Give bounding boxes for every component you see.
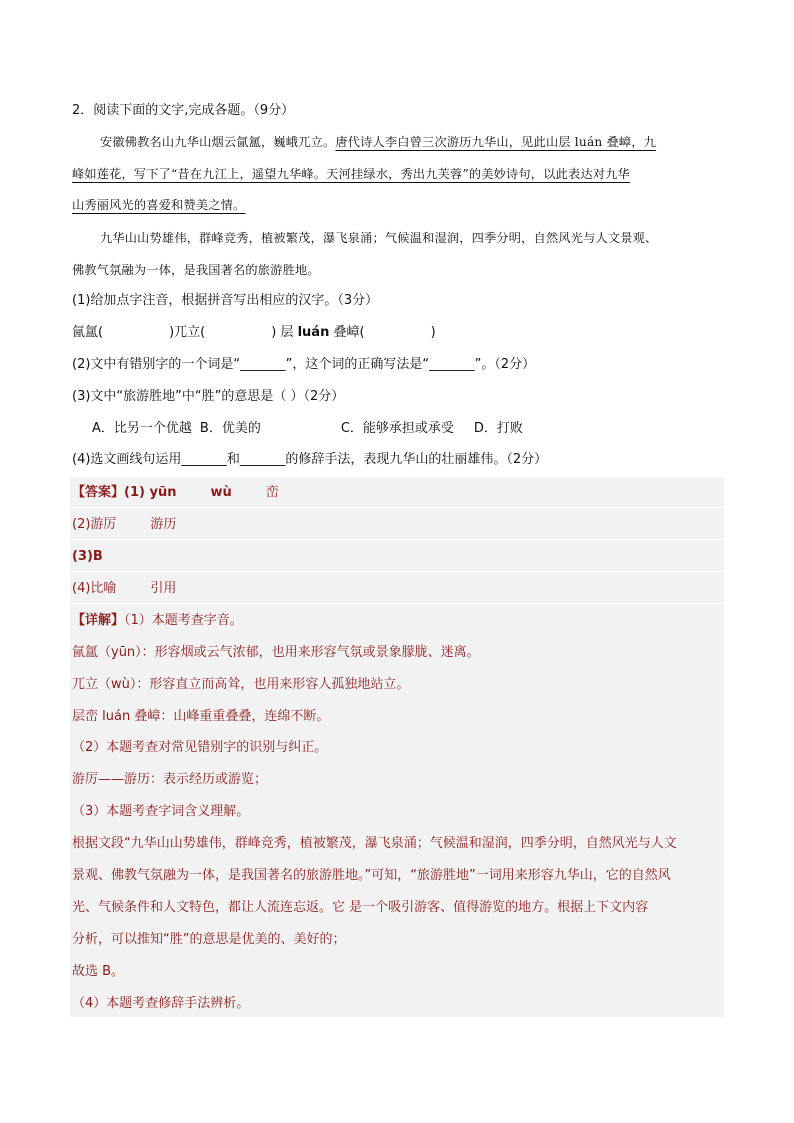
detail-line-11: 分析，可以推知“胜”的意思是优美的、美好的；: [72, 932, 346, 947]
detail-line-3: 兀立（wù）：形容直立而高耸，也用来形容人孤独地站立。: [72, 677, 410, 692]
passage-line-5: 佛教气氛融为一体，是我国著名的旅游胜地。: [72, 263, 320, 277]
option-b: B．优美的: [199, 421, 261, 436]
detail-line-2: 氤氲（yūn）：形容烟或云气浓郁，也用来形容气氛或景象朦胧、迷离。: [72, 645, 480, 660]
sub-question-2: (2)文中有错别字的一个词是“_______”，这个词的正确写法是“_______”。（2分）: [72, 357, 536, 372]
underlined-sentence: 唐代诗人李白曾三次游历九华山，见此山层 luán 叠嶂，九: [335, 135, 657, 149]
detail-line-8: 根据文段“九华山山势雄伟，群峰竞秀，植被繁茂，瀑飞泉涌；气候温和湿润，四季分明，自然风光与人文: [72, 836, 677, 851]
sub-question-1: (1)给加点字注音，根据拼音写出相应的汉字。（3分）: [72, 293, 379, 308]
sub-question-3: (3)文中“旅游胜地”中“胜”的意思是（ ）（2分）: [72, 389, 345, 404]
option-a: A．比另一个优越: [92, 421, 192, 436]
detail-line-1: 【详解】（1）本题考查字音。: [72, 613, 243, 628]
detail-line-7: （3）本题考查字词含义理解。: [72, 804, 250, 819]
passage-line-1: 安徽佛教名山九华山烟云氤氲，巍峨兀立。唐代诗人李白曾三次游历九华山，见此山层 luán 叠嶂，九: [100, 135, 657, 149]
answer-line-4: (4)比喻 引用: [72, 581, 177, 596]
sub-question-4: (4)选文画线句运用_______和_______的修辞手法，表现九华山的壮丽雄伟。（2分）: [72, 452, 548, 467]
question-title: 2．阅读下面的文字,完成各题。（9分）: [72, 103, 295, 118]
passage-line-4: 九华山山势雄伟，群峰竞秀，植被繁茂，瀑飞泉涌；气候温和湿润，四季分明，自然风光与人文景观、: [100, 231, 658, 245]
answer-line-3: (3)B: [72, 549, 103, 564]
option-d: D．打败: [473, 421, 523, 436]
answer-label: 【答案】: [72, 485, 125, 500]
sub-question-1-blanks: 氤氲( )兀立( ) 层 luán 叠嶂( ): [72, 325, 436, 340]
detail-line-4: 层峦 luán 叠嶂：山峰重重叠叠，连绵不断。: [72, 709, 330, 724]
detail-line-5: （2）本题考查对常见错别字的识别与纠正。: [72, 740, 328, 755]
detail-line-13: （4）本题考查修辞手法辨析。: [72, 996, 250, 1011]
detail-line-12: 故选 B。: [72, 964, 125, 979]
answer-line-2: (2)游厉 游历: [72, 517, 177, 532]
option-c: C．能够承担或承受: [340, 421, 454, 436]
detail-line-10: 光、气候条件和人文特色，都让人流连忘返。它 是一个吸引游客、值得游览的地方。根据上下文内容: [72, 900, 649, 915]
detail-label: 【详解】: [72, 613, 125, 628]
detail-line-9: 景观、佛教气氛融为一体，是我国著名的旅游胜地。”可知，“旅游胜地”一词用来形容九华山，它的自然风: [72, 868, 671, 883]
passage-line-3: 山秀丽风光的喜爱和赞美之情。: [72, 198, 246, 212]
detail-line-6: 游厉——游历：表示经历或游览；: [72, 772, 268, 787]
sub-question-3-options: [92, 420, 523, 438]
passage-line-2: 峰如莲花，写下了“昔在九江上，遥望九华峰。天河挂绿水，秀出九芙蓉”的美妙诗句，以此表达对九华: [72, 167, 630, 181]
answer-line-1: 【答案】(1) yūn wù 峦: [72, 485, 279, 500]
